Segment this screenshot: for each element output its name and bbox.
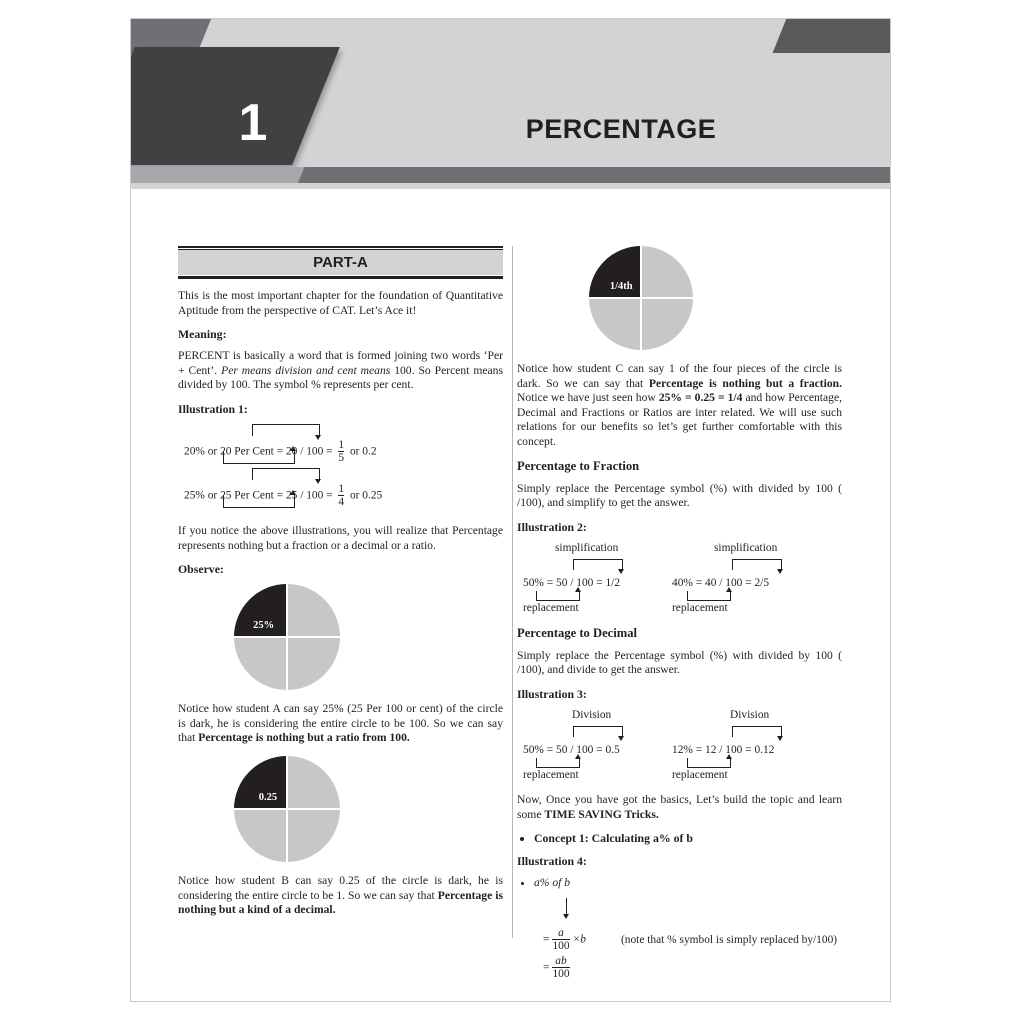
pie-horizontal-gap [234, 636, 340, 638]
illus2-up-arrow-1-icon [575, 587, 581, 592]
note-a-bold: Percentage is nothing but a ratio from 100. [198, 731, 410, 745]
pie-horizontal-gap [589, 297, 693, 299]
illus1-row1-denominator: 5 [338, 451, 345, 464]
illus2-top-label-1: simplification [555, 541, 619, 554]
note-c-text-3: and how Percentage, Decimal and Fractions or Ratios are inter related. We will use such relations for our benefits so let’s get further comfortable with this concept. [517, 391, 842, 448]
illus1-row1-down-arrow-icon [315, 435, 321, 440]
illus3-bottom-bracket-2 [687, 758, 731, 768]
illus3-bottom-label-1: replacement [523, 768, 579, 781]
illus1-row2-down-arrow-icon [315, 479, 321, 484]
pie-chart-25-percent [234, 584, 340, 690]
percentage-to-fraction-text: Simply replace the Percentage symbol (%) with divided by 100 ( /100), and simplify to get the answer. [517, 481, 842, 510]
meaning-paragraph [178, 349, 503, 393]
illus2-bottom-label-1: replacement [523, 601, 579, 614]
illus3-equation-1: 50% = 50 / 100 = 0.5 [523, 743, 620, 756]
illus3-bottom-label-2: replacement [672, 768, 728, 781]
illustration-1-heading: Illustration 1: [178, 401, 248, 416]
concept-1-item: • Concept 1: Calculating a% of b [534, 831, 842, 846]
banner-diagonal-top-right [773, 19, 890, 53]
illus1-row2-numerator: 1 [338, 482, 345, 495]
note-b-bold: Percentage is nothing but a kind of a decimal. [178, 888, 503, 917]
illus2-top-bracket-1 [573, 559, 623, 570]
note-c-bold-2: 25% = 0.25 = 1/4 [658, 391, 743, 405]
now-text-bold: TIME SAVING Tricks. [544, 807, 659, 821]
illus2-bottom-bracket-1 [536, 591, 580, 601]
illus2-top-bracket-2 [732, 559, 782, 570]
illus4-eq2-fraction [552, 956, 569, 980]
page-body [131, 189, 890, 1001]
illus4-arrow-stem [566, 898, 567, 915]
illus1-row2-lead: 25% or 25 Per Cent = 25 / 100 = [184, 489, 336, 502]
illus2-bottom-label-2: replacement [672, 601, 728, 614]
now-text: Now, Once you have got the basics, Let’s build the topic and learn some [517, 792, 842, 821]
illus1-row2-tail: or 0.25 [347, 489, 383, 502]
illus2-equation-2: 40% = 40 / 100 = 2/5 [672, 576, 770, 589]
illus4-eq1-denominator: 100 [552, 940, 570, 953]
illustration-4-list [517, 876, 842, 891]
part-a-label: PART-A [178, 250, 503, 275]
illus4-eq1-suffix: ×b [572, 933, 586, 946]
pie-chart-0-25 [234, 756, 340, 862]
illus1-row1-up-arrow-icon [290, 446, 296, 451]
note-student-c [517, 362, 842, 450]
illus4-eq1-prefix: = [543, 933, 550, 946]
illustration-2-heading: Illustration 2: [517, 519, 587, 534]
illus2-down-arrow-1-icon [618, 569, 624, 574]
column-divider [512, 246, 513, 938]
percentage-to-fraction-heading: Percentage to Fraction [517, 458, 640, 473]
illus3-top-bracket-1 [573, 726, 623, 737]
illus4-equation-1 [543, 928, 586, 952]
page-title: PERCENTAGE [525, 114, 717, 144]
illus4-eq2-prefix: = [543, 961, 550, 974]
illus4-down-arrow-icon [563, 914, 569, 919]
illus4-note: (note that % symbol is simply replaced by/100) [621, 934, 838, 947]
illus3-down-arrow-1-icon [618, 736, 624, 741]
meaning-text-italic: Per means division and cent means [221, 363, 391, 377]
illus1-row2-bottom-bracket [223, 495, 295, 508]
note-student-b [178, 874, 503, 918]
illus3-up-arrow-1-icon [575, 754, 581, 759]
illustration-4-bullet: • a% of b [534, 876, 842, 891]
illus3-down-arrow-2-icon [777, 736, 783, 741]
meaning-text-2: 100. So Percent means divided by 100. The symbol % represents per cent. [178, 363, 503, 392]
rule-top-thick [178, 246, 503, 248]
illustration-3-heading: Illustration 3: [517, 686, 587, 701]
note-c-text-1: Notice how student C can say 1 of the four pieces of the circle is dark. So we can say that [517, 362, 842, 390]
pie-label-one-fourth: 1/4th [609, 281, 633, 293]
note-a-text: Notice how student A can say 25% (25 Per 100 or cent) of the circle is dark, he is considering the entire circle to be 100. So we can say that [178, 702, 503, 745]
meaning-text-1: PERCENT is basically a word that is formed joining two words ‘Per + Cent’. [178, 349, 503, 377]
illus4-eq1-numerator: a [558, 927, 564, 940]
percentage-to-decimal-heading: Percentage to Decimal [517, 625, 638, 640]
now-paragraph [517, 793, 842, 822]
illus3-top-bracket-2 [732, 726, 782, 737]
illus2-top-label-2: simplification [714, 541, 778, 554]
illus1-row1-top-bracket [252, 424, 320, 436]
illus2-equation-1: 50% = 50 / 100 = 1/2 [523, 576, 621, 589]
banner-diagonal-bottom-1 [131, 167, 304, 183]
note-c-bold-1: Percentage is nothing but a fraction. [648, 376, 842, 390]
illus3-top-label-2: Division [730, 708, 770, 721]
meaning-heading: Meaning: [178, 327, 227, 342]
chapter-number: 1 [238, 94, 268, 152]
illustration-4-diagram [517, 898, 842, 984]
percentage-to-decimal-text: Simply replace the Percentage symbol (%) with divided by 100 ( /100), and divide to get the answer. [517, 648, 842, 677]
pie-chart-one-fourth [589, 246, 693, 350]
document-page [130, 18, 891, 1002]
illus3-top-label-1: Division [572, 708, 612, 721]
pie-label-0-25: 0.25 [258, 791, 278, 803]
illus1-row1-bottom-bracket [223, 451, 295, 464]
pie-label-25-percent: 25% [253, 620, 275, 632]
illus2-down-arrow-2-icon [777, 569, 783, 574]
illustration-2-diagram [517, 542, 842, 618]
illus4-eq1-fraction [552, 928, 569, 952]
illus4-equation-2 [543, 956, 573, 980]
illus1-row1-numerator: 1 [338, 438, 345, 451]
illus1-row2-up-arrow-icon [290, 490, 296, 495]
illus3-equation-2: 12% = 12 / 100 = 0.12 [672, 743, 775, 756]
rule-bottom-thick [178, 277, 503, 279]
after-illustration-1-text: If you notice the above illustrations, you will realize that Percentage represents nothing but a fraction or a decimal or a ratio. [178, 523, 503, 552]
note-c-text-2: Notice we have just seen how [517, 391, 659, 405]
chapter-banner [131, 19, 890, 183]
part-a-header [178, 246, 503, 279]
observe-heading: Observe: [178, 562, 224, 577]
illus3-up-arrow-2-icon [726, 754, 732, 759]
illus1-row2-denominator: 4 [338, 495, 345, 508]
illus2-bottom-bracket-2 [687, 591, 731, 601]
illustration-1-diagram [178, 424, 503, 516]
illustration-4-heading: Illustration 4: [517, 853, 587, 868]
illus1-row1-tail: or 0.2 [347, 445, 377, 458]
pie-horizontal-gap [234, 808, 340, 810]
concept-list [517, 831, 842, 846]
illus4-eq2-denominator: 100 [552, 968, 570, 981]
intro-paragraph: This is the most important chapter for the foundation of Quantitative Aptitude from the perspective of CAT. Let’s Ace it! [178, 289, 503, 317]
illus4-eq2-numerator: ab [555, 955, 567, 968]
illus1-row1-lead: 20% or 20 Per Cent = 20 / 100 = [184, 445, 336, 458]
illus3-bottom-bracket-1 [536, 758, 580, 768]
illustration-3-diagram [517, 709, 842, 785]
illus1-row2-top-bracket [252, 468, 320, 480]
right-column [517, 246, 842, 992]
illus2-up-arrow-2-icon [726, 587, 732, 592]
illus1-row1-fraction [338, 440, 344, 464]
illus1-row2-fraction [338, 484, 344, 508]
note-student-a [178, 702, 503, 746]
note-b-text: Notice how student B can say 0.25 of the circle is dark, he is considering the entire circle to be 1. So we can say that [178, 873, 503, 902]
left-column [178, 246, 503, 927]
